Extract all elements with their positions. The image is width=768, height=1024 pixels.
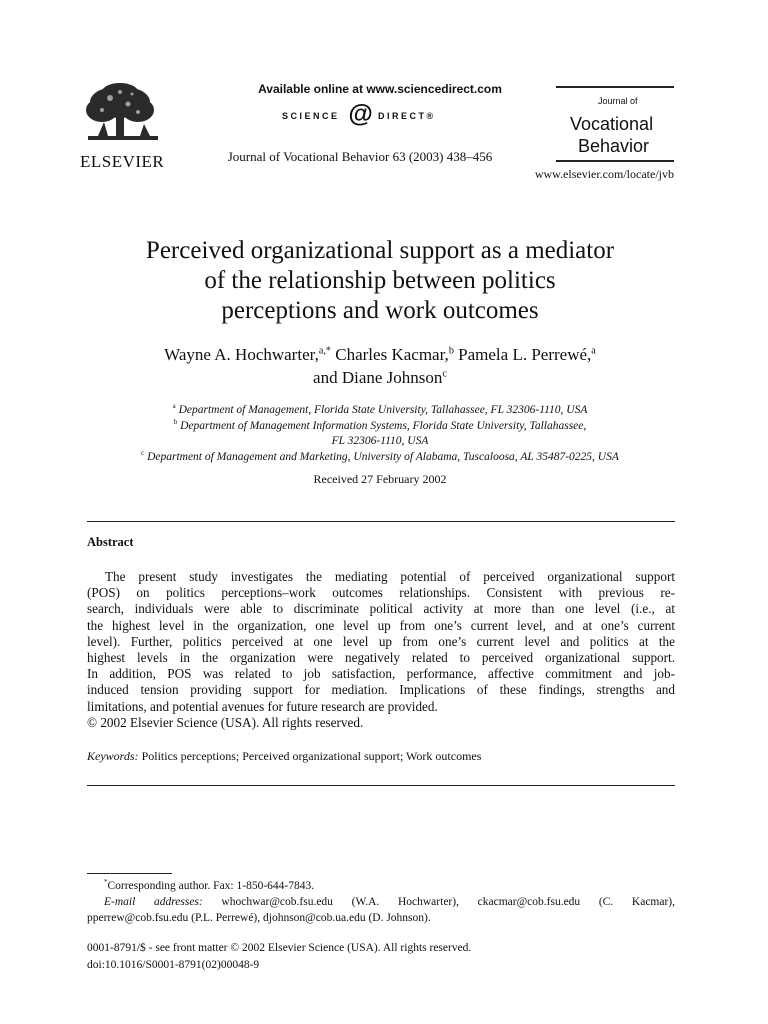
journal-logo-line2: Behavior [578, 136, 650, 156]
affiliation-c: $^c$ Department of Management and Marketing, University of Alabama, Tuscaloosa, AL 35487-0225, USA [141, 449, 619, 463]
abstract-line: induced tension providing support for mediation. Implications of these findings, strengths and [87, 682, 675, 698]
sciencedirect-logo [282, 100, 482, 130]
authors-line-1 [60, 343, 700, 366]
keywords-label: Keywords: [87, 749, 139, 763]
author-affil-sup: a [591, 345, 596, 357]
journal-logo-small: Journal of [598, 96, 638, 106]
author-name: Wayne A. Hochwarter, [164, 345, 319, 364]
authors-line-2 [60, 366, 700, 389]
abstract-line: (POS) on politics perceptions–work outcomes relationships. Consistent with previous re- [87, 585, 675, 601]
affil-sup: c [141, 449, 145, 457]
authors [60, 343, 700, 389]
footnote-sup: * [104, 879, 108, 887]
keywords-text: Politics perceptions; Perceived organizational support; Work outcomes [138, 749, 482, 763]
author-affil-sup: c [442, 368, 447, 380]
available-online: Available online at www.sciencedirect.com [258, 82, 502, 96]
journal-citation: Journal of Vocational Behavior 63 (2003) 438–456 [227, 149, 493, 164]
abstract-heading: Abstract [87, 535, 134, 549]
article-title [60, 236, 700, 326]
author-name: Charles Kacmar, [331, 345, 449, 364]
affiliation-b: $^b$ Department of Management Information Systems, Florida State University, Tallahassee, [173, 418, 587, 432]
elsevier-logo [80, 82, 165, 171]
abstract-line: highest levels in the organization were negatively related to perceived organizational support. [87, 650, 675, 666]
affiliation-b-cont: FL 32306-1110, USA [331, 435, 429, 447]
abstract-line: The present study investigates the mediating potential of perceived organizational support [105, 569, 675, 584]
sd-at-icon: @ [348, 100, 373, 128]
received-date: Received 27 February 2002 [313, 472, 447, 486]
title-line: Perceived organizational support as a mediator [145, 237, 615, 264]
journal-url: www.elsevier.com/locate/jvb [534, 167, 674, 181]
footnote [87, 878, 675, 926]
author-name: Pamela L. Perrewé, [453, 345, 592, 364]
sd-left-text: SCIENCE [282, 111, 340, 121]
issn-line: 0001-8791/$ - see front matter © 2002 Elsevier Science (USA). All rights reserved. [87, 942, 472, 954]
abstract-line: search, individuals were able to discriminate political activity at more than one level (i.e., at [87, 601, 675, 617]
affil-sup: a [172, 403, 176, 411]
email-addresses-cont: pperrew@cob.fsu.edu (P.L. Perrewé), djohnson@cob.ua.edu (D. Johnson). [87, 912, 431, 924]
abstract-line: level). Further, politics perceived at one level up from one’s current level and politics at the [87, 633, 675, 649]
email-addresses [87, 894, 675, 910]
affil-sup: b [173, 418, 178, 426]
journal-logo-line1: Vocational [570, 114, 654, 134]
footnote-rule [87, 873, 172, 874]
author-affil-sup: a,* [318, 345, 332, 357]
author-name: and Diane Johnson [313, 368, 443, 387]
journal-logo [556, 86, 674, 162]
email-label: E-mail addresses: [104, 896, 203, 908]
doi-line: doi:10.1016/S0001-8791(02)00048-9 [87, 959, 260, 971]
elsevier-tree-icon [80, 82, 164, 146]
publisher-name: ELSEVIER [80, 152, 165, 171]
title-line: of the relationship between politics [204, 267, 556, 294]
sd-right-text: DIRECT® [378, 111, 436, 121]
abstract-copyright: © 2002 Elsevier Science (USA). All rights reserved. [87, 714, 364, 730]
affiliations [60, 403, 700, 465]
abstract-line: the highest level in the organization, one level up from one’s current level, and at one’s current [87, 617, 675, 633]
divider-top [87, 521, 675, 522]
title-line: perceptions and work outcomes [221, 297, 539, 324]
corresponding-author: *Corresponding author. Fax: 1-850-644-7843. [104, 879, 315, 892]
affiliation-a: $^a$ Department of Management, Florida State University, Tallahassee, FL 32306-1110, USA [172, 403, 588, 416]
email-text: whochwar@cob.fsu.edu (W.A. Hochwarter), ckacmar@cob.fsu.edu (C. Kacmar), [202, 896, 676, 908]
keywords [87, 749, 481, 764]
abstract-line: In addition, POS was related to job satisfaction, performance, affective commitment and job- [87, 666, 675, 682]
divider-bottom [87, 785, 675, 786]
author-affil-sup: b [448, 345, 454, 357]
abstract-body [87, 569, 675, 731]
abstract-line: limitations, and potential avenues for future research are provided. [87, 698, 438, 714]
